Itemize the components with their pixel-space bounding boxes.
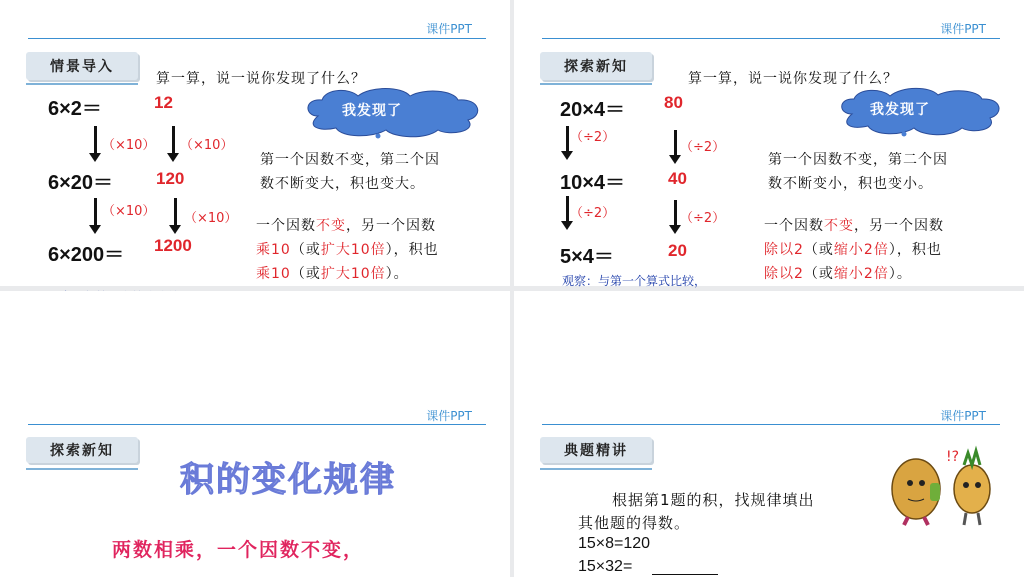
rule-line-2: 除以2（或缩小2倍），积也 — [764, 242, 942, 258]
observe-line-1: 观察：与第一个算式比较， — [562, 274, 707, 288]
operation-label: （×10） — [184, 211, 238, 226]
answer-2: 120 — [156, 169, 185, 188]
divider — [540, 83, 652, 85]
section-tag: 情景导入 — [26, 52, 138, 80]
exercise-equation: 15×32= — [578, 558, 633, 575]
down-arrow-icon — [674, 130, 677, 156]
answer-3: 20 — [668, 241, 687, 260]
down-arrow-icon — [94, 126, 97, 154]
brand-label: 课件PPT — [426, 409, 472, 423]
finding-line-1: 第一个因数不变，第二个因 — [768, 152, 948, 168]
rule-line-1: 一个因数不变，另一个因数 — [256, 218, 436, 234]
cloud-label: 我发现了 — [342, 103, 402, 119]
equation-2: 10×4＝ — [560, 172, 626, 194]
rule-line-2: 乘10（或扩大10倍），积也 — [256, 242, 439, 258]
down-arrow-icon — [172, 126, 175, 154]
brand-label: 课件PPT — [426, 22, 472, 36]
answer-1: 80 — [664, 93, 683, 112]
divider — [26, 83, 138, 85]
rule-text: 两数相乘，一个因数不变， — [112, 539, 365, 561]
divider — [28, 38, 486, 39]
cloud-label: 我发现了 — [870, 102, 930, 118]
down-arrow-icon — [566, 126, 569, 152]
cartoon-characters-icon — [880, 443, 1002, 527]
down-arrow-icon — [674, 200, 677, 226]
section-tag: 典题精讲 — [540, 437, 652, 463]
slide-situation[interactable] — [0, 0, 510, 286]
equation-1: 20×4＝ — [560, 99, 626, 121]
example-equation: 15×8=120 — [578, 535, 651, 552]
rule-line-1: 一个因数不变，另一个因数 — [764, 218, 944, 234]
equation-1: 6×2＝ — [48, 98, 102, 120]
equation-3: 5×4＝ — [560, 246, 614, 268]
finding-line-2: 数不断变大，积也变大。 — [260, 176, 425, 192]
divider — [28, 424, 486, 425]
divider — [26, 468, 138, 470]
answer-1: 12 — [154, 93, 173, 112]
instruction-line-1: 根据第1题的积，找规律填出 — [612, 491, 815, 509]
divider — [542, 38, 1000, 39]
down-arrow-icon — [174, 198, 177, 226]
operation-label: （×10） — [102, 138, 156, 153]
question-text: 算一算，说一说你发现了什么？ — [156, 71, 366, 87]
rule-line-3: 除以2（或缩小2倍）。 — [764, 266, 912, 282]
down-arrow-icon — [94, 198, 97, 226]
slide-explore[interactable] — [514, 0, 1024, 286]
instruction-line-2: 其他题的得数。 — [578, 514, 691, 532]
slide-title: 积的变化规律 — [180, 460, 396, 500]
section-tag: 探索新知 — [540, 52, 652, 80]
operation-label: （÷2） — [680, 211, 726, 226]
operation-label: （×10） — [180, 138, 234, 153]
brand-label: 课件PPT — [940, 409, 986, 423]
operation-label: （÷2） — [680, 140, 726, 155]
question-text: 算一算，说一说你发现了什么？ — [688, 71, 898, 87]
answer-blank[interactable] — [652, 574, 718, 575]
answer-3: 1200 — [154, 236, 192, 255]
finding-line-1: 第一个因数不变，第二个因 — [260, 152, 440, 168]
equation-3: 6×200＝ — [48, 244, 125, 266]
section-tag: 探索新知 — [26, 437, 138, 463]
operation-label: （÷2） — [570, 206, 616, 221]
down-arrow-icon — [566, 196, 569, 222]
operation-label: （÷2） — [570, 130, 616, 145]
finding-line-2: 数不断变小，积也变小。 — [768, 176, 933, 192]
operation-label: （×10） — [102, 204, 156, 219]
answer-2: 40 — [668, 169, 687, 188]
brand-label: 课件PPT — [940, 22, 986, 36]
equation-2: 6×20＝ — [48, 172, 114, 194]
rule-line-3: 乘10（或扩大10倍）。 — [256, 266, 409, 282]
divider — [542, 424, 1000, 425]
svg-text:!?: !? — [946, 449, 960, 465]
divider — [540, 468, 652, 470]
